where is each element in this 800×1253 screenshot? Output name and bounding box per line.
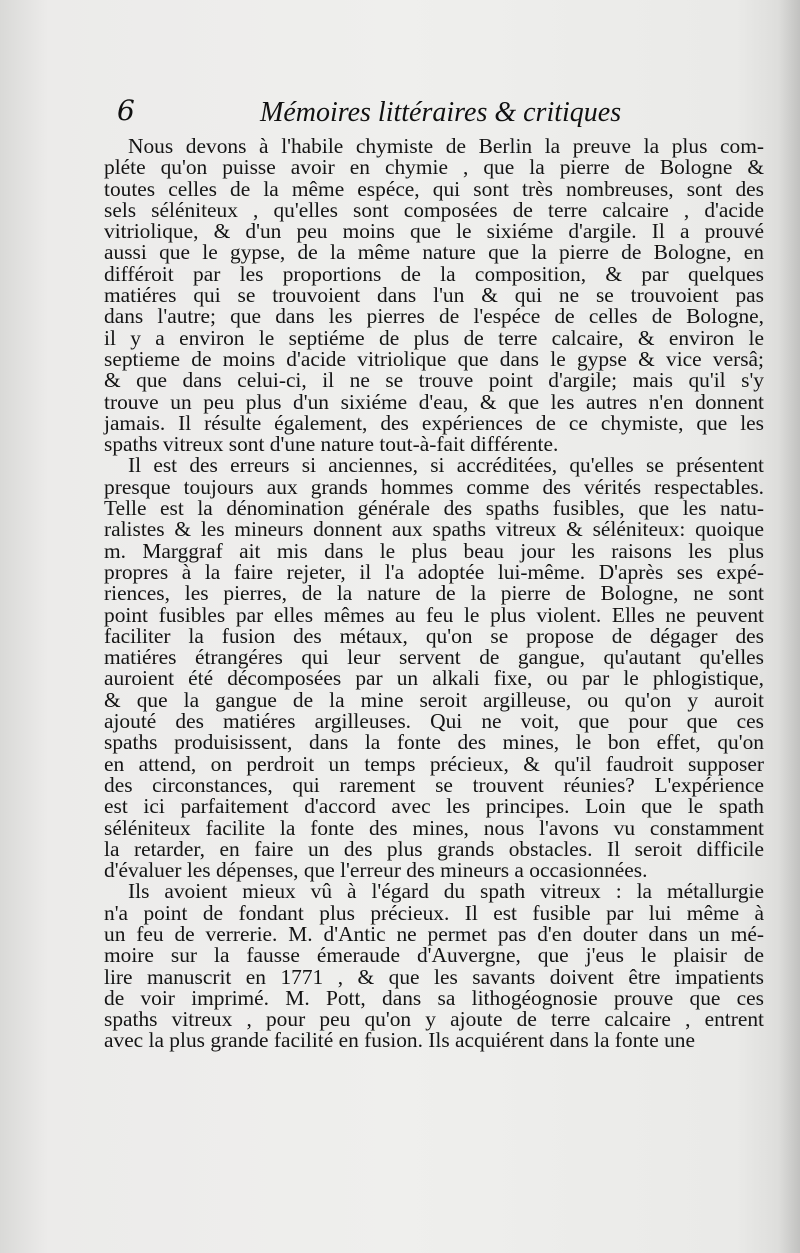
text-line: il y a environ le septiéme de plus de terre calcaire, & environ le — [104, 325, 764, 350]
text-line: des circonstances, qui rarement se trouvent réunies? L'expérience — [104, 772, 764, 797]
text-line: presque toujours aux grands hommes comme des vérités respectables. — [104, 474, 764, 499]
text-line: matiéres étrangéres qui leur servent de gangue, qu'autant qu'elles — [104, 645, 764, 670]
text-line: dans l'autre; que dans les pierres de l'espéce de celles de Bologne, — [104, 304, 764, 329]
page-number: 6 — [117, 94, 135, 127]
text-line: spaths vitreux sont d'une nature tout-à-fait différente. — [104, 432, 559, 457]
text-line: point fusibles par elles mêmes au feu le plus violent. Elles ne peuvent — [104, 602, 764, 627]
text-line: Nous devons à l'habile chymiste de Berlin la preuve la plus com- — [128, 134, 764, 158]
text-line: jamais. Il résulte également, des expériences de ce chymiste, que les — [104, 410, 764, 435]
text-line: en attend, on perdroit un temps précieux, & qu'il faudroit supposer — [104, 751, 764, 776]
text-line: pléte qu'on puisse avoir en chymie , que la pierre de Bologne & — [104, 155, 764, 180]
text-line: propres à la faire rejeter, il l'a adoptée lui-même. D'après ses expé- — [104, 559, 764, 584]
text-line: lire manuscrit en 1771 , & que les savants doivent être impatients — [104, 964, 764, 989]
text-line: aussi que le gypse, de la même nature que la pierre de Bologne, en — [104, 240, 764, 265]
paragraph — [104, 881, 764, 1051]
text-line: séléniteux facilite la fonte des mines, nous l'avons vu constamment — [104, 815, 764, 840]
text-line: sels séléniteux , qu'elles sont composées de terre calcaire , d'acide — [104, 197, 764, 222]
text-line: d'évaluer les dépenses, que l'erreur des mineurs a occasionnées. — [104, 858, 648, 883]
text-line: de voir imprimé. M. Pott, dans sa lithogéognosie prouve que ces — [104, 985, 764, 1010]
text-line: ajouté des matiéres argilleuses. Qui ne voit, que pour que ces — [104, 709, 764, 734]
text-line: Il est des erreurs si anciennes, si accréditées, qu'elles se présentent — [128, 453, 764, 478]
text-line: avec la plus grande facilité en fusion. Ils acquiérent dans la fonte une — [104, 1028, 695, 1053]
paragraph — [104, 455, 764, 881]
text-line: matiéres qui se trouvoient dans l'un & qui ne se trouvoient pas — [104, 283, 764, 308]
page-edge-shadow — [778, 0, 800, 1253]
text-line: spaths vitreux , pour peu qu'on y ajoute de terre calcaire , entrent — [104, 1007, 764, 1032]
text-line: est ici parfaitement d'accord avec les principes. Loin que le spath — [104, 794, 764, 819]
running-title: Mémoires littéraires & critiques — [260, 97, 622, 128]
page-header — [117, 94, 757, 138]
text-line: moire sur la fausse émeraude d'Auvergne, que j'eus le plaisir de — [104, 943, 764, 968]
text-line: un feu de verrerie. M. d'Antic ne permet pas d'en douter dans un mé- — [104, 921, 764, 946]
text-line: vitriolique, & d'un peu moins que le sixiéme d'argile. Il a prouvé — [104, 219, 764, 244]
text-line: toutes celles de la même espéce, qui sont très nombreuses, sont des — [104, 176, 764, 201]
text-line: m. Marggraf ait mis dans le plus beau jour les raisons les plus — [104, 538, 764, 563]
text-line: spaths produisissent, dans la fonte des mines, le bon effet, qu'on — [104, 730, 764, 755]
paragraph — [104, 136, 764, 455]
text-line: faciliter la fusion des métaux, qu'on se propose de dégager des — [104, 623, 764, 648]
text-line: & que dans celui-ci, il ne se trouve point d'argile; mais qu'il s'y — [104, 368, 764, 393]
text-line: différoit par les proportions de la composition, & par quelques — [104, 261, 764, 286]
text-line: la retarder, en faire un des plus grands obstacles. Il seroit difficile — [104, 836, 764, 861]
text-line: trouve un peu plus d'un sixiéme d'eau, & que les autres n'en donnent — [104, 389, 764, 414]
text-line: septieme de moins d'acide vitriolique que dans le gypse & vice versâ; — [104, 346, 764, 371]
text-line: riences, les pierres, de la nature de la pierre de Bologne, ne sont — [104, 581, 764, 606]
text-line: Telle est la dénomination générale des spaths fusibles, que les natu- — [104, 496, 764, 521]
text-line: Ils avoient mieux vû à l'égard du spath vitreux : la métallurgie — [128, 879, 764, 904]
body-text — [104, 136, 764, 1052]
text-line: ralistes & les mineurs donnent aux spaths vitreux & séléniteux: quoique — [104, 517, 764, 542]
text-line: & que la gangue de la mine seroit argilleuse, ou qu'on y auroit — [104, 687, 764, 712]
text-line: auroient été décomposées par un alkali fixe, ou par le phlogistique, — [104, 666, 764, 691]
text-line: n'a point de fondant plus précieux. Il est fusible par lui même à — [104, 900, 764, 925]
